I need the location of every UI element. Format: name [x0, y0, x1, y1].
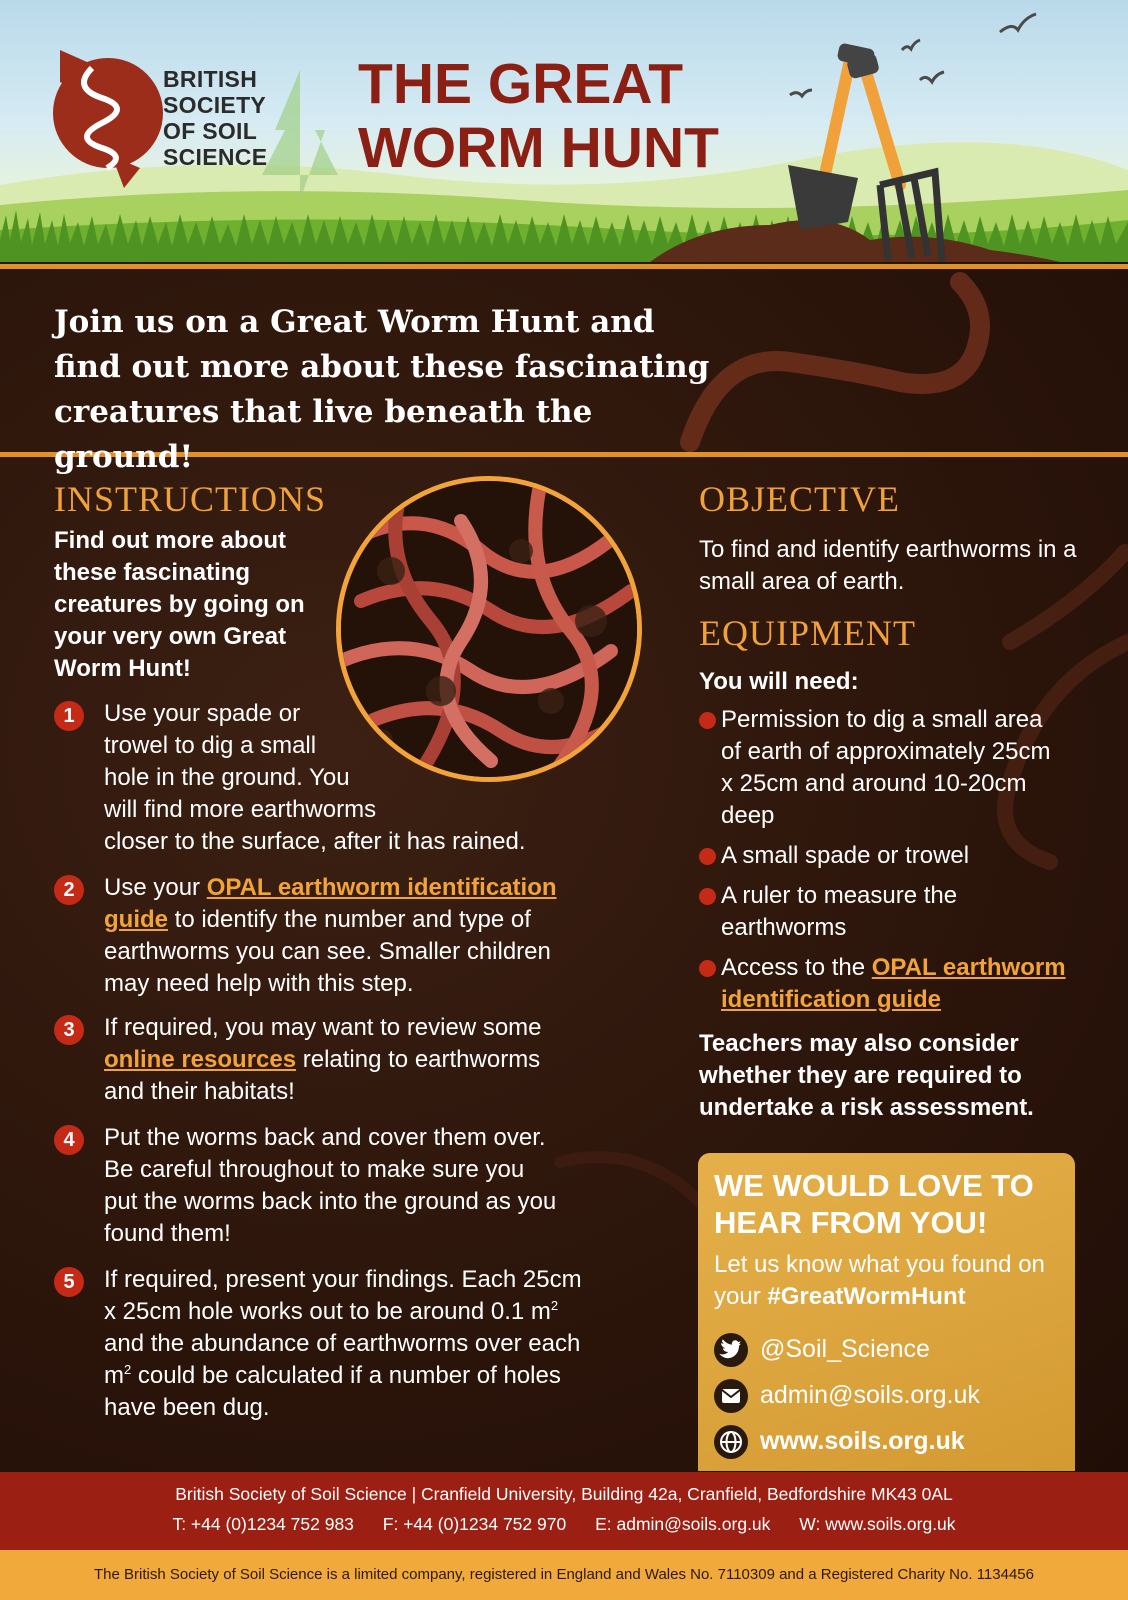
objective-heading: OBJECTIVE — [699, 479, 900, 519]
contact-body — [714, 1249, 1064, 1313]
online-resources-link[interactable]: online resources — [104, 1046, 297, 1073]
step-line: Use your spade or — [104, 700, 301, 727]
step-text — [104, 1122, 644, 1250]
equipment-item-text: A small spade or trowel — [721, 842, 970, 869]
logo-text-line: SOCIETY — [163, 92, 267, 118]
bullet-icon — [699, 848, 716, 865]
footer-email[interactable]: E: admin@soils.org.uk — [595, 1514, 771, 1534]
superscript: 2 — [550, 1298, 559, 1313]
step-text-span: relating to earthworms — [296, 1046, 541, 1073]
title-line: THE GREAT — [358, 52, 684, 116]
opal-guide-link[interactable]: OPAL earthworm identification guide — [721, 954, 1066, 1013]
step-line: and their habitats! — [104, 1078, 295, 1105]
step-line: have been dug. — [104, 1394, 270, 1421]
step-text-span: m — [104, 1362, 124, 1389]
bullet-icon — [699, 888, 716, 905]
step-line: earthworms you can see. Smaller children — [104, 938, 551, 965]
email-address[interactable]: admin@soils.org.uk — [760, 1381, 980, 1409]
instructions-intro: Find out more about these fascinating creatures by going on your very own Great Worm Hunt! — [54, 527, 305, 682]
teachers-note: Teachers may also consider whether they are required to undertake a risk assessment. — [699, 1030, 1034, 1121]
step-1 — [54, 698, 614, 858]
footer-phone: T: +44 (0)1234 752 983 — [172, 1514, 354, 1534]
opal-guide-link[interactable]: OPAL earthworm identification — [206, 874, 557, 901]
step-line: closer to the surface, after it has rained. — [104, 828, 526, 855]
footer-contacts — [0, 1514, 1128, 1535]
intro-text: Join us on a Great Worm Hunt and find out more about these fascinating creatures that live beneath the ground! — [54, 304, 710, 475]
contact-title: WE WOULD LOVE TO HEAR FROM YOU! — [714, 1168, 1034, 1240]
header-banner — [0, 0, 1128, 272]
step-line: trowel to dig a small — [104, 732, 317, 759]
step-line: will find more earthworms — [104, 796, 377, 823]
equipment-item-text — [721, 952, 1081, 1016]
footer-website[interactable]: W: www.soils.org.uk — [799, 1514, 956, 1534]
hashtag: #GreatWormHunt — [767, 1283, 966, 1310]
bullet-icon — [699, 960, 716, 977]
step-line: found them! — [104, 1220, 231, 1247]
legal-notice: The British Society of Soil Science is a limited company, registered in England and Wales No. 7110309 and a Registered Charity No. 1134456 — [0, 1550, 1128, 1600]
objective-text: To find and identify earthworms in a small area of earth. — [699, 536, 1077, 595]
step-line: Put the worms back and cover them over. — [104, 1124, 546, 1151]
step-line: If required, present your findings. Each 25cm — [104, 1266, 582, 1293]
step-line: Be careful throughout to make sure you — [104, 1156, 525, 1183]
step-text — [104, 872, 644, 1000]
footer — [0, 1472, 1128, 1550]
footer-fax: F: +44 (0)1234 752 970 — [382, 1514, 567, 1534]
logo-text-line: OF SOIL — [163, 118, 258, 144]
step-text — [104, 698, 526, 858]
step-line: may need help with this step. — [104, 970, 414, 997]
equipment-subheading: You will need: — [699, 668, 859, 695]
globe-icon — [714, 1425, 748, 1459]
equipment-item-text: A ruler to measure the earthworms — [721, 882, 958, 941]
divider — [0, 264, 1128, 269]
twitter-icon — [714, 1333, 748, 1367]
twitter-handle[interactable]: @Soil_Science — [760, 1335, 930, 1363]
equipment-item-text: Permission to dig a small area of earth of approximately 25cm x 25cm and around 10-20cm deep — [721, 706, 1051, 829]
spade-and-fork-icon — [0, 0, 1128, 272]
equipment-heading: EQUIPMENT — [699, 613, 916, 653]
step-number-badge: 4 — [54, 1125, 84, 1155]
step-number-badge: 1 — [54, 701, 84, 731]
instructions-heading: INSTRUCTIONS — [54, 479, 327, 519]
contact-box — [698, 1153, 1075, 1471]
title-line: WORM HUNT — [358, 116, 719, 180]
step-line: put the worms back into the ground as you — [104, 1188, 557, 1215]
step-number-badge: 2 — [54, 875, 84, 905]
step-text-span: x 25cm hole works out to be around 0.1 m — [104, 1298, 551, 1325]
step-line: hole in the ground. You — [104, 764, 350, 791]
step-number-badge: 5 — [54, 1267, 84, 1297]
step-number-badge: 3 — [54, 1015, 84, 1045]
equipment-text-span: Access to the — [721, 954, 872, 981]
step-text-span: could be calculated if a number of holes — [131, 1362, 561, 1389]
bullet-icon — [699, 712, 716, 729]
logo-text-line: SCIENCE — [163, 144, 268, 170]
contact-text-span: Let us know what you found on your — [714, 1251, 1045, 1310]
footer-address: British Society of Soil Science | Cranfield University, Building 42a, Cranfield, Bedfordshire MK43 0AL — [175, 1484, 953, 1504]
step-text — [104, 1264, 644, 1424]
step-text-span: to identify the number and type of — [168, 906, 531, 933]
step-text-span: Use your — [104, 874, 207, 901]
step-line: If required, you may want to review some — [104, 1014, 542, 1041]
opal-guide-link[interactable]: guide — [104, 906, 168, 933]
logo-text-line: BRITISH — [163, 66, 258, 92]
superscript: 2 — [124, 1362, 132, 1377]
step-line: and the abundance of earthworms over each — [104, 1330, 581, 1357]
step-text — [104, 1012, 644, 1108]
website-link[interactable]: www.soils.org.uk — [760, 1427, 965, 1455]
email-icon — [714, 1379, 748, 1413]
